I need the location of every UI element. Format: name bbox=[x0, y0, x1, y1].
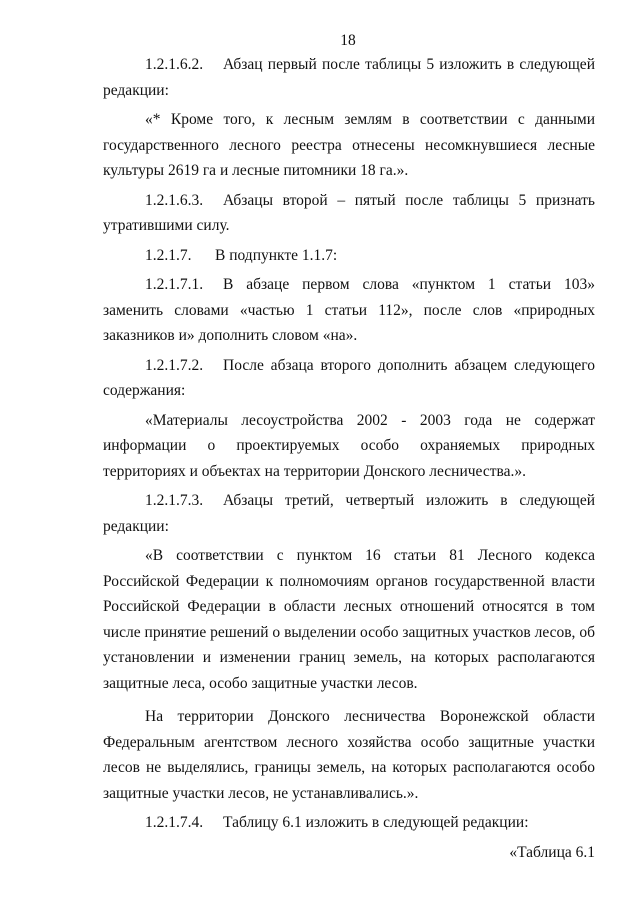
clause-number: 1.2.1.7.2. bbox=[145, 356, 204, 374]
clause-number: 1.2.1.7.1. bbox=[145, 276, 204, 293]
quoted-paragraph bbox=[103, 704, 595, 806]
paragraph-1-2-1-7-3 bbox=[103, 488, 595, 539]
clause-number: 1.2.1.6.2. bbox=[145, 56, 204, 73]
quoted-paragraph bbox=[103, 107, 595, 184]
paragraph-text: В подпункте 1.1.7: bbox=[215, 246, 338, 264]
paragraph-text: «Материалы лесоустройства 2002 - 2003 года не содержат информации о проектируемых особо охраняемых природных территориях и объектах на территории Донского лесничества.». bbox=[103, 411, 595, 480]
quoted-paragraph bbox=[103, 543, 595, 696]
paragraph-text: «В соответствии с пунктом 16 статьи 81 Лесного кодекса Российской Федерации к полномочиям органов государственной власти Российской Федерации в области лесных отношений относятся в том числе принятие решений о выделении особо защитных участков лесов, об установлении и изменении границ земель, на которых располагаются защитные леса, особо защитные участки лесов. bbox=[103, 547, 595, 692]
clause-number: 1.2.1.7. bbox=[145, 246, 192, 264]
clause-number: 1.2.1.7.3. bbox=[145, 492, 204, 509]
paragraph-text: Абзацы третий, четвертый изложить в следующей редакции: bbox=[103, 492, 595, 535]
table-caption: «Таблица 6.1 bbox=[509, 843, 595, 861]
paragraph-text: Абзацы второй – пятый после таблицы 5 признать утратившими силу. bbox=[103, 191, 595, 234]
paragraph-text: На территории Донского лесничества Воронежской области Федеральным агентством лесного хозяйства особо защитные участки лесов не выделялись, границы земель, на которых располагаются особо защитные участки лесов, не устанавливались.». bbox=[103, 708, 595, 802]
paragraph-text: Таблицу 6.1 изложить в следующей редакции: bbox=[223, 814, 529, 831]
paragraph-text: «* Кроме того, к лесным землям в соответствии с данными государственного лесного реестра отнесены несомкнувшиеся лесные культуры 2619 га и лесные питомники 18 га.». bbox=[103, 111, 595, 179]
page-number: 18 bbox=[340, 32, 356, 49]
quoted-paragraph bbox=[103, 408, 595, 485]
paragraph-1-2-1-6-2 bbox=[103, 52, 595, 103]
document-body bbox=[103, 52, 595, 865]
paragraph-1-2-1-6-3 bbox=[103, 188, 595, 239]
clause-number: 1.2.1.7.4. bbox=[145, 814, 204, 831]
paragraph-1-2-1-7-1 bbox=[103, 272, 595, 349]
paragraph-1-2-1-7-2 bbox=[103, 353, 595, 404]
paragraph-text: В абзаце первом слова «пунктом 1 статьи 103» заменить словами «частью 1 статьи 112», после слов «природных заказников и» дополнить словом «на». bbox=[103, 276, 595, 344]
paragraph-1-2-1-7 bbox=[103, 243, 595, 269]
paragraph-text: Абзац первый после таблицы 5 изложить в следующей редакции: bbox=[103, 56, 595, 99]
paragraph-text: После абзаца второго дополнить абзацем следующего содержания: bbox=[103, 356, 595, 399]
paragraph-1-2-1-7-4 bbox=[103, 810, 595, 836]
clause-number: 1.2.1.6.3. bbox=[145, 191, 204, 209]
